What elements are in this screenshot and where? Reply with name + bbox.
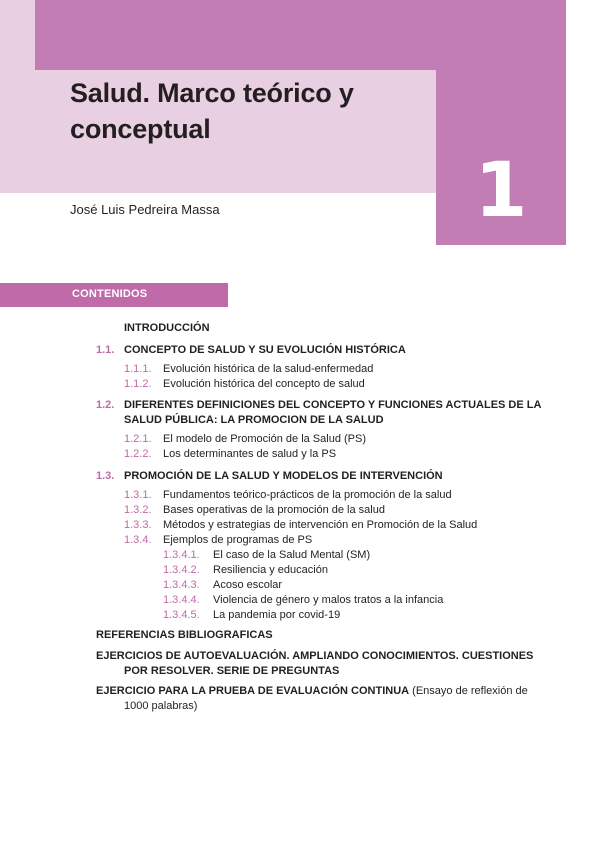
toc-label: CONCEPTO DE SALUD Y SU EVOLUCIÓN HISTÓRICA <box>124 344 406 356</box>
toc-number: 1.1.2. <box>124 378 152 390</box>
toc-number: 1.3.4.3. <box>163 579 200 591</box>
toc-label: PROMOCIÓN DE LA SALUD Y MODELOS DE INTERVENCIÓN <box>124 470 443 482</box>
chapter-number-box <box>436 70 566 245</box>
toc-continuous-exercise-cont: 1000 palabras) <box>124 700 198 712</box>
toc-continuous-exercise <box>96 684 528 699</box>
toc-number: 1.3.4.2. <box>163 564 200 576</box>
toc-label: El caso de la Salud Mental (SM) <box>213 549 371 561</box>
toc-label: EJERCICIO PARA LA PRUEBA DE EVALUACIÓN CONTINUA <box>96 685 410 697</box>
toc-label: Los determinantes de salud y la PS <box>163 448 337 460</box>
toc-label: Bases operativas de la promoción de la salud <box>163 504 385 516</box>
toc-label-note: (Ensayo de reflexión de <box>409 685 528 697</box>
contents-label: CONTENIDOS <box>72 288 148 300</box>
toc-label: Resiliencia y educación <box>213 564 328 576</box>
toc-label: Evolución histórica del concepto de salud <box>163 378 365 390</box>
toc-references: REFERENCIAS BIBLIOGRAFICAS <box>96 629 273 641</box>
toc-section-1-2-cont: SALUD PÚBLICA: LA PROMOCION DE LA SALUD <box>124 414 384 426</box>
toc-number: 1.2. <box>96 399 115 411</box>
contents-bar <box>0 283 228 307</box>
header-band-dark <box>35 0 566 70</box>
toc-number: 1.3.4.1. <box>163 549 200 561</box>
toc-number: 1.3.2. <box>124 504 152 516</box>
toc-label: La pandemia por covid-19 <box>213 609 341 621</box>
chapter-number: 1 <box>474 145 528 234</box>
toc-exercises-cont: POR RESOLVER. SERIE DE PREGUNTAS <box>124 665 340 677</box>
toc-label: Ejemplos de programas de PS <box>163 534 313 546</box>
toc-label: Acoso escolar <box>213 579 283 591</box>
toc-number: 1.3.1. <box>124 489 152 501</box>
toc-number: 1.3. <box>96 470 115 482</box>
toc-number: 1.3.3. <box>124 519 152 531</box>
toc-label: Fundamentos teórico-prácticos de la promoción de la salud <box>163 489 452 501</box>
toc-label: El modelo de Promoción de la Salud (PS) <box>163 433 366 445</box>
toc-label: Métodos y estrategias de intervención en Promoción de la Salud <box>163 519 478 531</box>
toc-label: DIFERENTES DEFINICIONES DEL CONCEPTO Y FUNCIONES ACTUALES DE LA <box>124 399 542 411</box>
toc-number: 1.2.1. <box>124 433 152 445</box>
toc-number: 1.2.2. <box>124 448 152 460</box>
toc-label: Violencia de género y malos tratos a la infancia <box>213 594 444 606</box>
toc-number: 1.1. <box>96 344 115 356</box>
chapter-author: José Luis Pedreira Massa <box>70 202 220 217</box>
toc-label: Evolución histórica de la salud-enfermedad <box>163 363 374 375</box>
chapter-title: Salud. Marco teórico y conceptual <box>70 78 354 144</box>
toc-number: 1.3.4. <box>124 534 152 546</box>
toc-number: 1.1.1. <box>124 363 152 375</box>
toc-number: 1.3.4.5. <box>163 609 200 621</box>
toc-number: 1.3.4.4. <box>163 594 200 606</box>
toc-intro: INTRODUCCIÓN <box>124 322 210 334</box>
toc-exercises: EJERCICIOS DE AUTOEVALUACIÓN. AMPLIANDO CONOCIMIENTOS. CUESTIONES <box>96 650 534 662</box>
